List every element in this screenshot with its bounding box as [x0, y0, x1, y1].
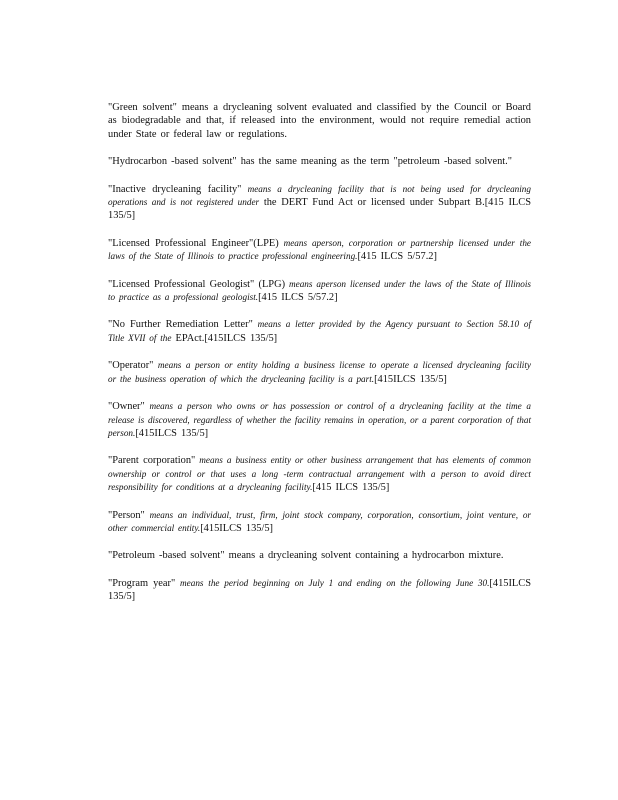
definition-no-further-remediation-letter [108, 318, 531, 345]
definition-term: "Green solvent" [108, 102, 177, 113]
definition-italic-text: means aperson licensed under the laws of the State of Illinois to practice as a professional geologist. [108, 278, 531, 303]
definition-term: "Program year" [108, 577, 176, 589]
definition-licensed-professional-geologist [108, 278, 531, 305]
definition-term: "Parent corporation" [108, 455, 196, 467]
definition-italic-text: means aperson, corporation or partnership licensed under the laws of the State of Illinois to practice professional engineering. [108, 237, 531, 262]
definition-italic-text: means a letter provided by the Agency pursuant to Section 58.10 of Title XVII of the [108, 319, 532, 343]
definition-italic-text: means a person who owns or has possession or control of a drycleaning facility at the time a release is discovered, regardless of whether the facility remains in operation, or a parent corporation of that person. [108, 401, 531, 438]
definition-person [108, 509, 531, 536]
statute-citation: [415 ILCS 5/57.2] [357, 251, 437, 263]
definition-operator [108, 359, 531, 386]
definition-term: "Hydrocarbon -based solvent" [108, 156, 237, 168]
definition-term: "No Further Remediation Letter" [108, 319, 253, 331]
definition-owner [108, 400, 531, 440]
statute-citation: [415ILCS 135/5] [135, 427, 209, 439]
definition-program-year [108, 577, 531, 604]
definition-term: "Owner" [108, 401, 145, 413]
definition-italic-text: means an individual, trust, firm, joint stock company, corporation, consortium, joint venture, or other commercial entity. [108, 509, 531, 533]
statute-citation: [415 ILCS 5/57.2] [258, 292, 338, 304]
statute-citation: [415ILCS 135/5] [374, 373, 447, 385]
statute-citation: [415 ILCS 135/5] [108, 197, 531, 222]
definition-petroleum-based-solvent [108, 549, 531, 562]
definition-licensed-professional-engineer [108, 237, 531, 264]
definition-hydrocarbon-based-solvent [108, 155, 531, 168]
definition-term: "Inactive drycleaning facility" [108, 183, 242, 195]
definition-term: "Operator" [108, 360, 154, 372]
definition-text: EPAct. [171, 332, 205, 344]
definition-inactive-drycleaning-facility [108, 183, 531, 223]
statute-citation: [415ILCS 135/5] [204, 332, 278, 344]
definition-term: "Licensed Professional Geologist" (LPG) [108, 278, 286, 290]
definition-text: means a drycleaning solvent containing a hydrocarbon mixture. [224, 550, 504, 562]
definition-italic-text: means a business entity or other business arrangement that has elements of common ownership or control or that uses a long -term contractual arrangement with a person to avoid direct responsibility for conditions at a drycleaning facility. [108, 455, 531, 493]
definition-term: "Licensed Professional Engineer"(LPE) [108, 237, 279, 249]
definition-italic-text: means a person or entity holding a business license to operate a licensed drycleaning facility or the business operation of which the drycleaning facility is a part. [108, 360, 531, 384]
definition-green-solvent [108, 101, 531, 141]
statute-citation: [415ILCS 135/5] [200, 522, 274, 534]
definition-text: the DERT Fund Act or licensed under Subpart B. [259, 197, 485, 209]
definition-term: "Petroleum -based solvent" [108, 550, 225, 562]
statute-citation: [415ILCS 135/5] [108, 577, 531, 603]
definitions-list [108, 101, 531, 618]
definition-text: has the same meaning as the term "petroleum -based solvent." [236, 156, 513, 168]
definition-italic-text: means a drycleaning facility that is not being used for drycleaning operations and is not registered under [108, 183, 531, 208]
definition-parent-corporation [108, 454, 531, 494]
definition-text: means a drycleaning solvent evaluated and classified by the Council or Board as biodegradable and that, if released into the environment, would not require remedial action under State or federal law or regulations. [108, 102, 531, 140]
definition-term: "Person" [108, 509, 145, 521]
statute-citation: [415 ILCS 135/5] [312, 482, 390, 494]
definition-italic-text: means the period beginning on July 1 and ending on the following June 30. [175, 577, 490, 588]
